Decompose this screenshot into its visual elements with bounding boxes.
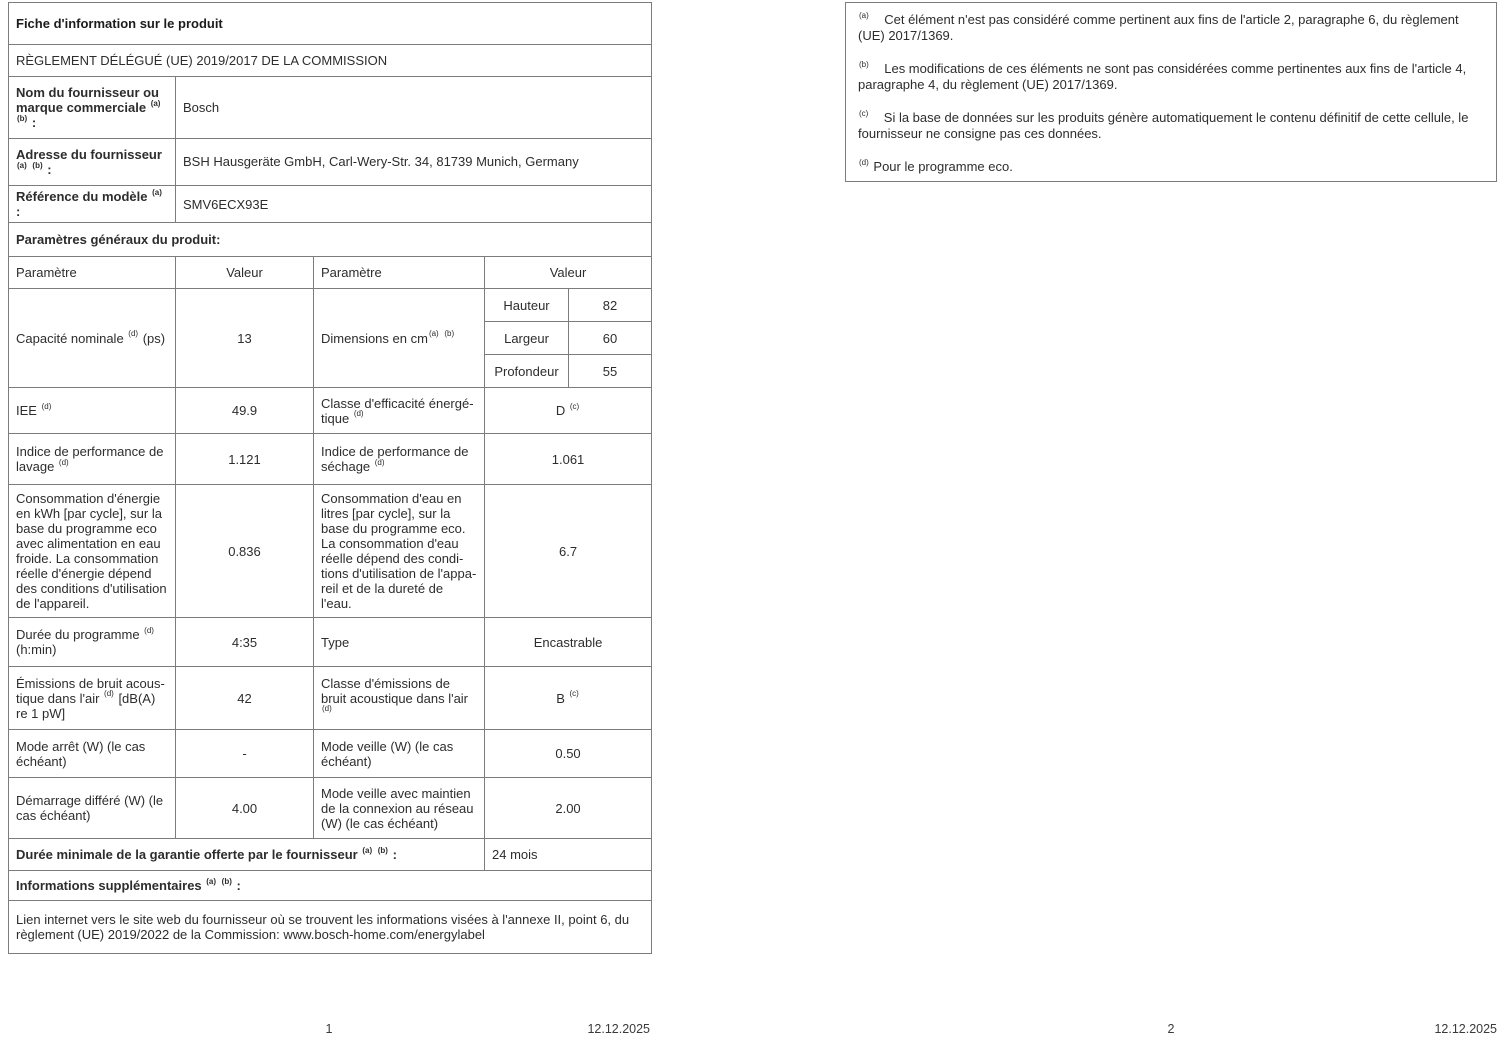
param-value: 0.50 bbox=[485, 730, 652, 778]
warranty-label: Durée minimale de la garantie offerte par le fournisseur $^{(a)}$ $^{(b)}$ : bbox=[9, 839, 485, 871]
additional-info-row bbox=[9, 871, 652, 901]
warranty-value: 24 mois bbox=[485, 839, 652, 871]
dimension-label: Profondeur bbox=[485, 355, 569, 388]
param-value: Encastrable bbox=[485, 618, 652, 667]
param-label: Type bbox=[314, 618, 485, 667]
dimension-value: 55 bbox=[569, 355, 652, 388]
supplier-address-value: BSH Hausgeräte GmbH, Carl-Wery-Str. 34, 81739 Munich, Germany bbox=[176, 139, 652, 186]
param-label: Mode arrêt (W) (le cas échéant) bbox=[9, 730, 176, 778]
dimension-label: Largeur bbox=[485, 322, 569, 355]
eei-row bbox=[9, 388, 652, 434]
regulation-subtitle: RÈGLEMENT DÉLÉGUÉ (UE) 2019/2017 DE LA COMMISSION bbox=[9, 45, 652, 77]
param-label: Classe d'efficacité énergé-tique $^{(d)}$ bbox=[314, 388, 485, 434]
model-reference-row bbox=[9, 186, 652, 223]
footnote-b: $^{(b)}$ Les modifications de ces éléments ne sont pas considérées comme pertinentes aux fins de l'article 4, paragraphe 4, du règlement (UE) 2017/1369. bbox=[858, 59, 1470, 92]
param-value: 42 bbox=[176, 667, 314, 730]
footnotes-box bbox=[845, 2, 1497, 182]
footnote-d: $^{(d)}$ Pour le programme eco. bbox=[859, 157, 1013, 174]
param-value: 2.00 bbox=[485, 778, 652, 839]
col-header-value-1: Valeur bbox=[176, 257, 314, 289]
consumption-row bbox=[9, 485, 652, 618]
param-value: D $^{(c)}$ bbox=[485, 388, 652, 434]
capacity-dimensions-row bbox=[9, 289, 652, 322]
param-value: B $^{(c)}$ bbox=[485, 667, 652, 730]
programme-duration-row bbox=[9, 618, 652, 667]
param-label: Démarrage différé (W) (le cas échéant) bbox=[9, 778, 176, 839]
col-header-value-2: Valeur bbox=[485, 257, 652, 289]
dimension-label: Hauteur bbox=[485, 289, 569, 322]
noise-row bbox=[9, 667, 652, 730]
footnote-a: $^{(a)}$ Cet élément n'est pas considéré comme pertinent aux fins de l'article 2, paragraphe 6, du règlement (UE) 2017/1369. bbox=[858, 10, 1463, 43]
model-reference-label: Référence du modèle $^{(a)}$ : bbox=[9, 186, 176, 223]
param-value: 13 bbox=[176, 289, 314, 388]
dimension-value: 60 bbox=[569, 322, 652, 355]
param-value: 0.836 bbox=[176, 485, 314, 618]
param-label: Émissions de bruit acous-tique dans l'air $^{(d)}$ [dB(A) re 1 pW] bbox=[9, 667, 176, 730]
performance-index-row bbox=[9, 434, 652, 485]
title-row bbox=[9, 3, 652, 45]
page2-date: 12.12.2025 bbox=[1434, 1022, 1497, 1036]
supplier-name-row bbox=[9, 77, 652, 139]
param-value: - bbox=[176, 730, 314, 778]
warranty-row bbox=[9, 839, 652, 871]
regulation-row bbox=[9, 45, 652, 77]
supplier-address-row bbox=[9, 139, 652, 186]
param-label: Classe d'émissions de bruit acoustique dans l'air $^{(d)}$ bbox=[314, 667, 485, 730]
dimension-value: 82 bbox=[569, 289, 652, 322]
param-label: Indice de performance de séchage $^{(d)}$ bbox=[314, 434, 485, 485]
param-value: 49.9 bbox=[176, 388, 314, 434]
model-reference-value: SMV6ECX93E bbox=[176, 186, 652, 223]
param-label: IEE $^{(d)}$ bbox=[9, 388, 176, 434]
off-mode-row bbox=[9, 730, 652, 778]
col-header-parameter-2: Paramètre bbox=[314, 257, 485, 289]
supplier-link-row bbox=[9, 901, 652, 954]
param-label: Dimensions en $cm^{(a)}$ $^{(b)}$ bbox=[314, 289, 485, 388]
param-label: Mode veille (W) (le cas échéant) bbox=[314, 730, 485, 778]
param-label: Mode veille avec maintien de la connexion au réseau (W) (le cas échéant) bbox=[314, 778, 485, 839]
delayed-start-row bbox=[9, 778, 652, 839]
param-value: 4.00 bbox=[176, 778, 314, 839]
param-value: 1.061 bbox=[485, 434, 652, 485]
param-label: Consommation d'eau en litres [par cycle], sur la base du programme eco. La consommation d'eau réelle dépend des condi-tions d'utilisation de l'appa-reil et de la dureté de l'eau. bbox=[314, 485, 485, 618]
footnote-c: $^{(c)}$ Si la base de données sur les produits génère automatiquement le contenu définitif de cette cellule, le fournisseur ne consigne pas ces données. bbox=[858, 108, 1473, 141]
page-title: Fiche d'information sur le produit bbox=[9, 3, 652, 45]
param-value: 4:35 bbox=[176, 618, 314, 667]
param-label: Indice de performance de lavage $^{(d)}$ bbox=[9, 434, 176, 485]
page1-date: 12.12.2025 bbox=[587, 1022, 650, 1036]
param-label: Durée du programme $^{(d)}$ (h:min) bbox=[9, 618, 176, 667]
section-header: Paramètres généraux du produit: bbox=[9, 223, 652, 257]
col-header-parameter-1: Paramètre bbox=[9, 257, 176, 289]
additional-info-label: Informations supplémentaires $^{(a)}$ $^{(b)}$ : bbox=[9, 871, 652, 901]
supplier-address-label: Adresse du fournisseur $^{(a)}$ $^{(b)}$ : bbox=[9, 139, 176, 186]
section-header-row bbox=[9, 223, 652, 257]
supplier-name-value: Bosch bbox=[176, 77, 652, 139]
page1-number: 1 bbox=[325, 1022, 333, 1036]
product-info-table bbox=[8, 2, 652, 954]
param-value: 1.121 bbox=[176, 434, 314, 485]
page2-number: 2 bbox=[1167, 1022, 1175, 1036]
param-label: Capacité nominale $^{(d)}$ (ps) bbox=[9, 289, 176, 388]
supplier-name-label: Nom du fournisseur ou marque commerciale $^{(a)}$ $^{(b)}$ : bbox=[9, 77, 176, 139]
param-value: 6.7 bbox=[485, 485, 652, 618]
supplier-link-text: Lien internet vers le site web du fournisseur où se trouvent les informations visées à l'annexe II, point 6, du règlement (UE) 2019/2022 de la Commission: www.bosch-home.com/energylabel bbox=[9, 901, 652, 954]
param-label: Consommation d'énergie en kWh [par cycle], sur la base du programme eco avec alimentation en eau froide. La consommation réelle d'énergie dépend des conditions d'utilisation de l'appareil. bbox=[9, 485, 176, 618]
column-header-row bbox=[9, 257, 652, 289]
